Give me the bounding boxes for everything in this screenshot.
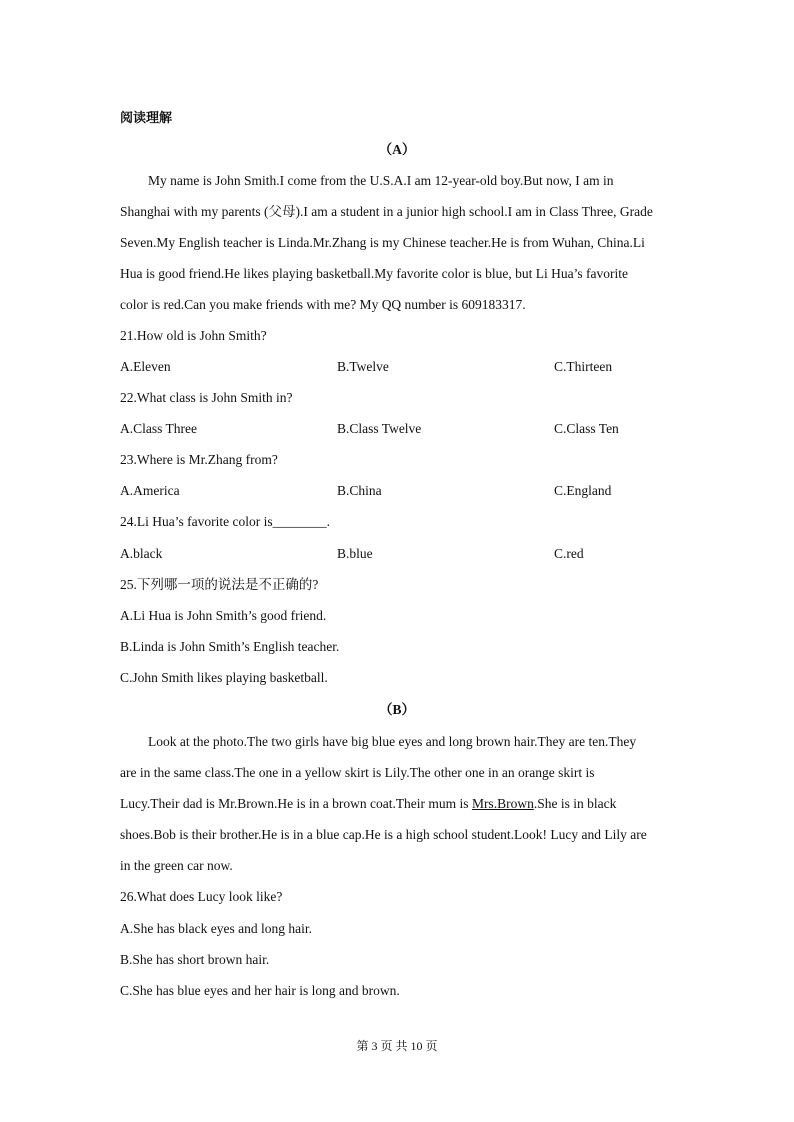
passage-b-line-2: are in the same class.The one in a yellow skirt is Lily.The other one in an orange skirt is bbox=[120, 765, 595, 780]
section-title: 阅读理解 bbox=[120, 111, 173, 126]
passage-b-line-3-start: Lucy.Their dad is Mr.Brown.He is in a brown coat.Their mum is bbox=[120, 796, 472, 811]
passage-b-line-1: Look at the photo.The two girls have big blue eyes and long brown hair.They are ten.They bbox=[148, 734, 637, 749]
question-25-stem: 25.下列哪一项的说法是不正确的? bbox=[120, 577, 319, 592]
question-21-stem: 21.How old is John Smith? bbox=[120, 328, 267, 343]
question-25-option-a: A.Li Hua is John Smith’s good friend. bbox=[120, 608, 327, 623]
question-25-option-b: B.Linda is John Smith’s English teacher. bbox=[120, 639, 340, 654]
question-24-option-b: B.blue bbox=[337, 546, 373, 561]
question-26-option-b: B.She has short brown hair. bbox=[120, 952, 270, 967]
passage-a-line-3: Seven.My English teacher is Linda.Mr.Zhang is my Chinese teacher.He is from Wuhan, China.Li bbox=[120, 235, 645, 250]
page-footer: 第 3 页 共 10 页 bbox=[356, 1039, 438, 1053]
passage-b-label: （B） bbox=[378, 702, 415, 717]
passage-a-line-2: Shanghai with my parents (父母).I am a student in a junior high school.I am in Class Three, Grade bbox=[120, 204, 653, 219]
underlined-mrs-brown: Mrs.Brown bbox=[471, 796, 534, 811]
question-23-option-a: A.America bbox=[120, 483, 180, 498]
question-22-option-a: A.Class Three bbox=[120, 421, 197, 436]
passage-b-line-3 bbox=[120, 795, 616, 813]
passage-a-line-4: Hua is good friend.He likes playing basketball.My favorite color is blue, but Li Hua’s favorite bbox=[120, 266, 629, 281]
passage-a-label: （A） bbox=[378, 142, 416, 157]
question-26-stem: 26.What does Lucy look like? bbox=[120, 889, 283, 904]
question-23-option-c: C.England bbox=[554, 483, 612, 498]
passage-a-line-5: color is red.Can you make friends with me? My QQ number is 609183317. bbox=[120, 297, 526, 312]
passage-b-line-5: in the green car now. bbox=[120, 858, 233, 873]
question-22-option-c: C.Class Ten bbox=[554, 421, 619, 436]
question-21-option-a: A.Eleven bbox=[120, 359, 171, 374]
question-22-stem: 22.What class is John Smith in? bbox=[120, 390, 293, 405]
question-23-option-b: B.China bbox=[337, 483, 382, 498]
question-26-option-c: C.She has blue eyes and her hair is long and brown. bbox=[120, 983, 400, 998]
question-21-option-c: C.Thirteen bbox=[554, 359, 613, 374]
question-23-stem: 23.Where is Mr.Zhang from? bbox=[120, 452, 278, 467]
question-22-option-b: B.Class Twelve bbox=[337, 421, 422, 436]
question-26-option-a: A.She has black eyes and long hair. bbox=[120, 921, 312, 936]
question-24-stem: 24.Li Hua’s favorite color is________. bbox=[120, 514, 330, 529]
passage-b-line-4: shoes.Bob is their brother.He is in a blue cap.He is a high school student.Look! Lucy and Lily are bbox=[120, 827, 647, 842]
passage-b-line-3-end: .She is in black bbox=[533, 796, 617, 811]
question-24-option-c: C.red bbox=[554, 546, 584, 561]
passage-a-line-1: My name is John Smith.I come from the U.S.A.I am 12-year-old boy.But now, I am in bbox=[148, 173, 614, 188]
question-24-option-a: A.black bbox=[120, 546, 163, 561]
question-21-option-b: B.Twelve bbox=[337, 359, 389, 374]
question-25-option-c: C.John Smith likes playing basketball. bbox=[120, 670, 328, 685]
